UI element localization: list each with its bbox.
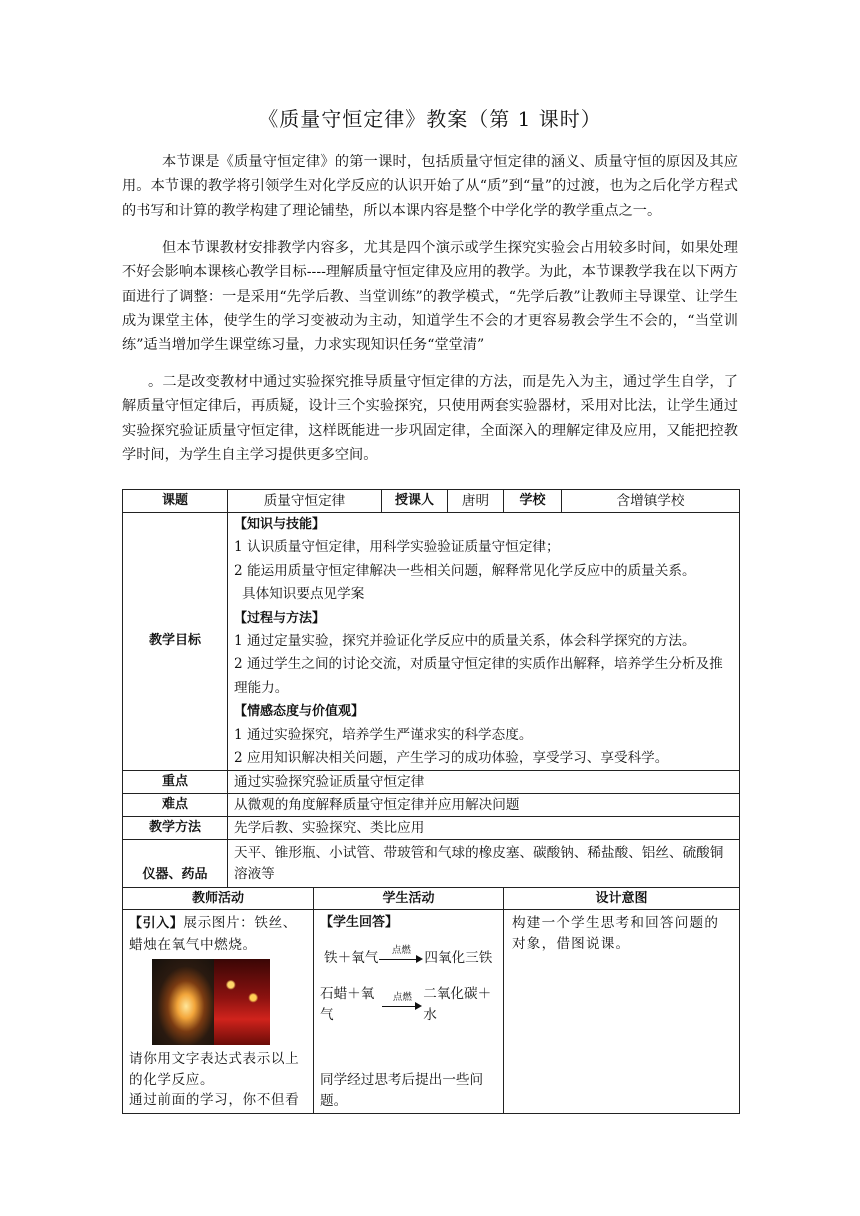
equation-wax: [320, 984, 497, 1025]
header-student-activity: 学生活动: [314, 888, 504, 910]
goals-heading-knowledge: 【知识与技能】: [234, 517, 326, 532]
document-title: 《质量守恒定律》教案（第 1 课时）: [258, 107, 602, 131]
goals-heading-process: 【过程与方法】: [234, 610, 326, 626]
reaction-arrow-icon: [382, 991, 422, 1012]
reaction-condition: 点燃: [391, 945, 411, 957]
goal-item: 1 认识质量守恒定律，用科学实验验证质量守恒定律；: [234, 539, 560, 556]
table-row: [123, 817, 740, 840]
design-intent-cell: 构建一个学生思考和回答问题的对象，借图说课。: [504, 910, 740, 1114]
table-row: [123, 910, 740, 1114]
equipment-label: 仪器、药品: [123, 840, 228, 888]
intro-paragraph-2: 但本节课教材安排教学内容多，尤其是四个演示或学生探究实验会占用较多时间，如果处理不好会影响本课核心教学目标----理解质量守恒定律及应用的教学。为此，本节课教学我在以下两方面进行了调整：一是采用“先学后教、当堂训练”的教学模式，“先学后教”让教师主导课堂、让学生成为课堂主体，使学生的学习变被动为主动，知道学生不会的才更容易教会学生不会的，“当堂训练”适当增加学生课堂练习量，力求实现知识任务“堂堂清”: [122, 240, 738, 354]
header-design-intent: 设计意图: [504, 888, 740, 910]
table-row: [123, 771, 740, 794]
teacher-label: 授课人: [382, 490, 448, 513]
equation-iron: [324, 945, 497, 969]
goals-content: [228, 513, 740, 771]
method-value: 先学后教、实验探究、类比应用: [228, 817, 740, 840]
equipment-value: 天平、锥形瓶、小试管、带玻管和气球的橡皮塞、碳酸钠、稀盐酸、铝丝、硫酸铜溶液等: [228, 840, 740, 888]
lesson-plan-table: [122, 489, 740, 1114]
table-row: [123, 840, 740, 888]
school-label: 学校: [504, 490, 562, 513]
key-point-value: 通过实验探究验证质量守恒定律: [228, 771, 740, 794]
table-row: [123, 794, 740, 817]
table-row: [123, 888, 740, 910]
student-step-3: 同学经过思考后提出一些问题。: [320, 1072, 484, 1109]
intro-tag: 【引入】: [129, 916, 184, 932]
method-label: 教学方法: [123, 817, 228, 840]
goals-heading-attitude: 【情感态度与价值观】: [234, 704, 365, 720]
lantern-photo: [152, 959, 214, 1045]
goal-item: 2 能运用质量守恒定律解决一些相关问题，解释常见化学反应中的质量关系。: [234, 562, 696, 579]
goal-item: 具体知识要点见学案: [242, 586, 365, 603]
intro-paragraph-3: 。二是改变教材中通过实验探究推导质量守恒定律的方法，而是先入为主，通过学生自学，了解质量守恒定律后，再质疑，设计三个实验探究，只使用两套实验器材，采用对比法，让学生通过实验探究验证质量守恒定律，这样既能进一步巩固定律，全面深入的理解定律及应用，又能把控教学时间，为学生自主学习提供更多空间。: [122, 374, 738, 463]
key-point-label: 重点: [123, 771, 228, 794]
difficulty-label: 难点: [123, 794, 228, 817]
equation-reactants: 石蜡＋氧气: [320, 986, 375, 1023]
teacher-activity-cell: [123, 910, 314, 1114]
header-teacher-activity: 教师活动: [123, 888, 314, 910]
equation-reactants: 铁＋氧气: [324, 949, 379, 966]
student-answer-heading: 【学生回答】: [320, 915, 399, 931]
combustion-photos: [152, 959, 307, 1045]
teacher-step-2: 请你用文字表达式表示以上的化学反应。: [129, 1051, 300, 1088]
topic-value: 质量守恒定律: [228, 490, 382, 513]
table-row: [123, 513, 740, 771]
goal-item: 1 通过实验探究，培养学生严谨求实的科学态度。: [234, 726, 533, 743]
equation-products: 四氧化三铁: [424, 949, 493, 966]
equation-products: 二氧化碳＋水: [423, 986, 492, 1023]
table-row: [123, 490, 740, 513]
goal-item: 2 应用知识解决相关问题，产生学习的成功体验，享受学习、享受科学。: [234, 750, 669, 767]
intro-paragraph-1: 本节课是《质量守恒定律》的第一课时，包括质量守恒定律的涵义、质量守恒的原因及其应用。本节课的教学将引领学生对化学反应的认识开始了从“质”到“量”的过渡，也为之后化学方程式的书写和计算的教学构建了理论铺垫，所以本课内容是整个中学化学的教学重点之一。: [122, 154, 738, 219]
teacher-step-1: 展示图片：铁丝、蜡烛在氧气中燃烧。: [129, 915, 297, 953]
goal-item: 1 通过定量实验，探究并验证化学反应中的质量关系，体会科学探究的方法。: [234, 633, 696, 650]
teacher-step-3: 通过前面的学习，你不但看: [129, 1092, 300, 1109]
topic-label: 课题: [123, 490, 228, 513]
reaction-condition: 点燃: [392, 991, 412, 1003]
difficulty-value: 从微观的角度解释质量守恒定律并应用解决问题: [228, 794, 740, 817]
reaction-arrow-icon: [379, 945, 423, 965]
student-activity-cell: [314, 910, 504, 1114]
teacher-value: 唐明: [448, 490, 504, 513]
school-value: 含增镇学校: [562, 490, 740, 513]
candles-photo: [214, 959, 270, 1045]
goals-label: 教学目标: [123, 513, 228, 771]
goal-item: 2 通过学生之间的讨论交流，对质量守恒定律的实质作出解释，培养学生分析及推理能力。: [234, 656, 723, 696]
